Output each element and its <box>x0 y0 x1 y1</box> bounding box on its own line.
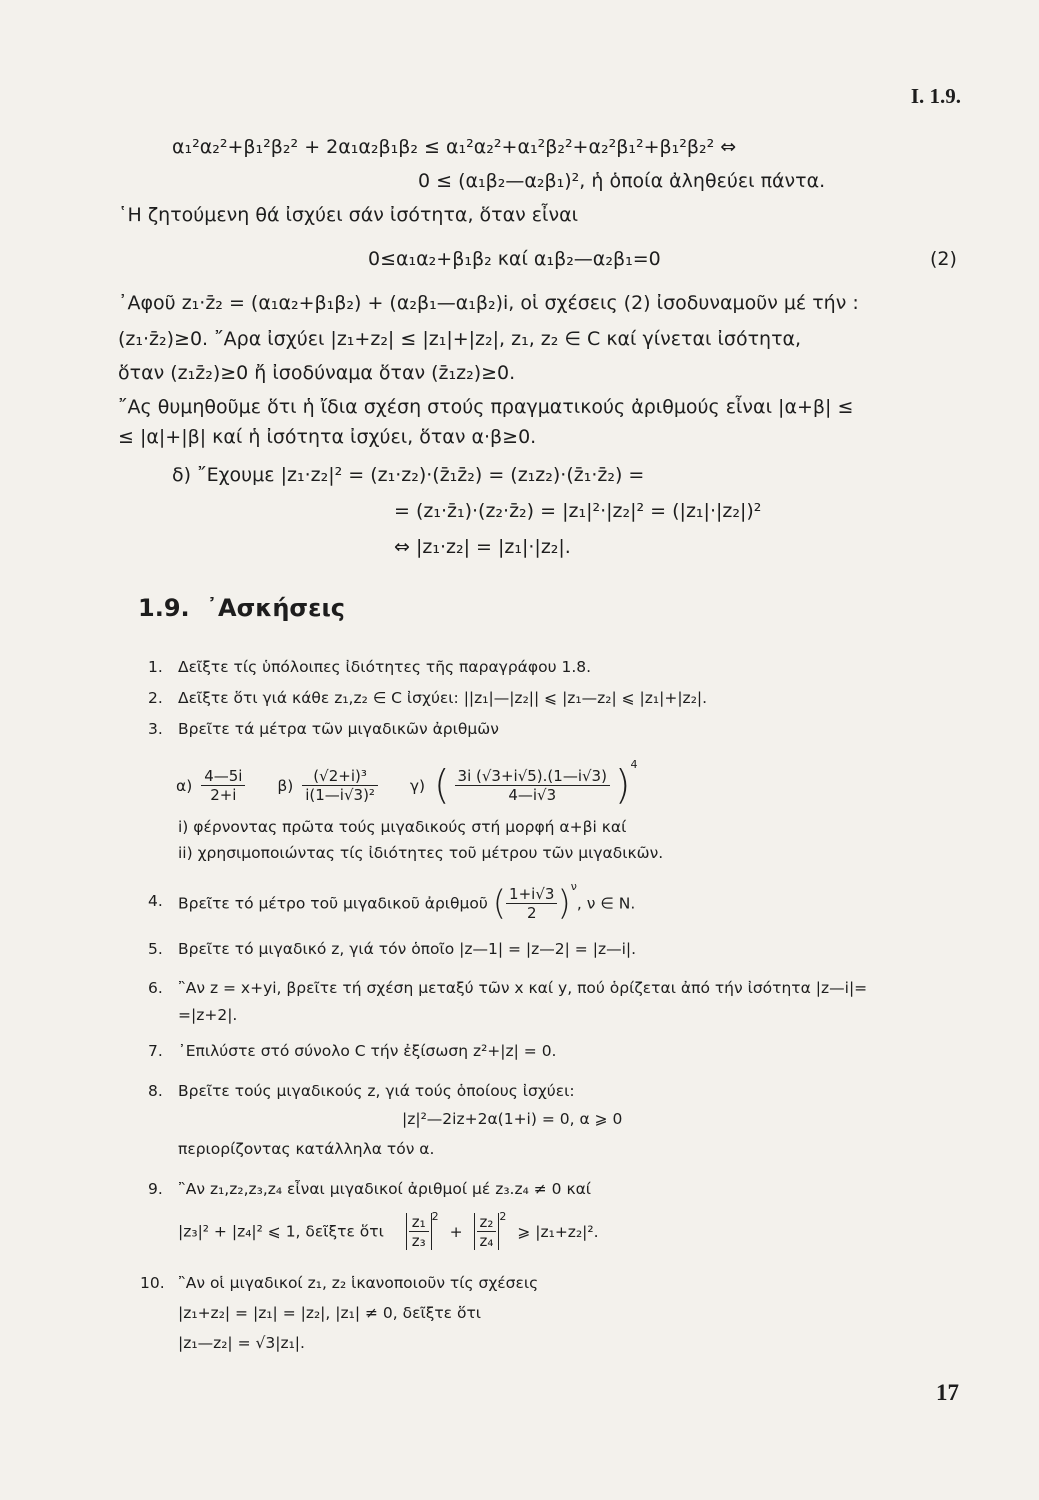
exercise-number: 2. <box>148 689 163 707</box>
exercise-text: ῍Αν οἱ μιγαδικοί z₁, z₂ ἱκανοποιοῦν τίς σχέσεις <box>178 1274 539 1292</box>
equation-line-12: ⇔ |z₁·z₂| = |z₁|·|z₂|. <box>394 536 571 558</box>
fraction-a-numerator: 4—5i <box>201 767 245 786</box>
exercise-number: 7. <box>148 1042 163 1060</box>
abs-fraction-1-numerator: z₁ <box>409 1213 429 1232</box>
equation-tag-2: (2) <box>930 248 957 270</box>
exercise-text: Δεῖξτε ὅτι γιά κάθε z₁,z₂ ∈ C ἰσχύει: ||z₁|—|z₂|| ⩽ |z₁—z₂| ⩽ |z₁|+|z₂|. <box>178 689 708 707</box>
equation-line-2: 0 ≤ (α₁β₂—α₂β₁)², ἡ ὁποία ἀληθεύει πάντα. <box>418 170 826 192</box>
exercise-number: 1. <box>148 658 163 676</box>
text-line-7: ὅταν (z₁z̄₂)≥0 ἤ ἰσοδύναμα ὅταν (z̄₁z₂)≥0. <box>118 362 516 384</box>
fraction-b-denominator: i(1—i√3)² <box>305 786 375 804</box>
exercise-8-equation: |z|²—2iz+2α(1+i) = 0, α ⩾ 0 <box>402 1110 623 1128</box>
abs-fraction-1-denominator: z₃ <box>411 1232 426 1250</box>
text-line-5: ᾿Αφοῦ z₁·z̄₂ = (α₁α₂+β₁β₂) + (α₂β₁—α₁β₂)i, οἱ σχέσεις (2) ἰσοδυναμοῦν μέ τήν : <box>118 292 859 314</box>
abs-fraction-2 <box>474 1213 500 1250</box>
exercise-number: 6. <box>148 979 163 997</box>
abs-fraction-2-denominator: z₄ <box>479 1232 494 1250</box>
abs-fraction-1 <box>406 1213 432 1250</box>
plus-sign: + <box>449 1222 463 1241</box>
exercise-text: Βρεῖτε τά μέτρα τῶν μιγαδικῶν ἀριθμῶν <box>178 720 499 738</box>
page-number: 17 <box>936 1380 959 1405</box>
item-a-label: α) <box>176 776 193 795</box>
exercise-4 <box>0 876 1039 924</box>
equation-line-10: δ) ῎Εχουμε |z₁·z₂|² = (z₁·z₂)·(z̄₁z̄₂) = (z₁z₂)·(z̄₁·z̄₂) = <box>172 464 645 486</box>
header-reference: I. 1.9. <box>910 84 961 108</box>
text-line-8: ῎Ας θυμηθοῦμε ὅτι ἡ ἴδια σχέση στούς πραγματικούς ἀριθμούς εἶναι |α+β| ≤ <box>118 396 854 418</box>
exercise-text: Βρεῖτε τούς μιγαδικούς z, γιά τούς ὁποίους ἰσχύει: <box>178 1082 575 1100</box>
fraction-4-exponent: ν <box>570 880 577 893</box>
fraction-c <box>455 767 610 804</box>
section-title: ᾿Ασκήσεις <box>206 594 346 622</box>
fraction-b <box>302 767 378 804</box>
fraction-4-denominator: 2 <box>526 904 537 922</box>
exercise-text: Δεῖξτε τίς ὑπόλοιπες ἰδιότητες τῆς παραγράφου 1.8. <box>178 658 592 676</box>
abs-fraction-2-numerator: z₂ <box>477 1213 497 1232</box>
exercise-number: 9. <box>148 1180 163 1198</box>
section-number: 1.9. <box>138 594 190 622</box>
exercise-6-continuation: =|z+2|. <box>178 1006 238 1024</box>
exercise-text: Βρεῖτε τό μέτρο τοῦ μιγαδικοῦ ἀριθμοῦ <box>178 894 488 913</box>
text-line-6: (z₁·z̄₂)≥0. ῎Αρα ἰσχύει |z₁+z₂| ≤ |z₁|+|z₂|, z₁, z₂ ∈ C καί γίνεται ἰσότητα, <box>118 328 802 350</box>
fraction-a <box>201 767 245 804</box>
text-line-3: ῾Η ζητούμενη θά ἰσχύει σάν ἰσότητα, ὅταν εἶναι <box>118 204 579 226</box>
exercise-4-tail: , ν ∈ N. <box>576 894 636 913</box>
exercise-10-conclusion: |z₁—z₂| = √3|z₁|. <box>178 1334 305 1352</box>
exercise-text: ῍Αν z₁,z₂,z₃,z₄ εἶναι μιγαδικοί ἀριθμοί μέ z₃.z₄ ≠ 0 καί <box>178 1180 592 1198</box>
exercise-text: Βρεῖτε τό μιγαδικό z, γιά τόν ὁποῖο |z—1| = |z—2| = |z—i|. <box>178 940 637 958</box>
item-b-label: β) <box>277 776 294 795</box>
item-c-label: γ) <box>409 776 426 795</box>
fraction-a-denominator: 2+i <box>210 786 237 804</box>
abs-fraction-1-exponent: 2 <box>431 1210 439 1223</box>
exercise-3-method-ii: ii) χρησιμοποιώντας τίς ἰδιότητες τοῦ μέτρου τῶν μιγαδικῶν. <box>178 844 664 862</box>
equation-line-1: α₁²α₂²+β₁²β₂² + 2α₁α₂β₁β₂ ≤ α₁²α₂²+α₁²β₂²+α₂²β₁²+β₁²β₂² ⇔ <box>172 136 737 158</box>
fraction-b-numerator: (√2+i)³ <box>302 767 378 786</box>
exercise-4-body: Βρεῖτε τό μέτρο τοῦ μιγαδικοῦ ἀριθμοῦ ( $\frac{1+i√3}{2}$ )$^\nu$, ν ∈ N. <box>178 880 636 924</box>
abs-fraction-2-exponent: 2 <box>499 1210 507 1223</box>
fraction-4 <box>506 885 557 922</box>
fraction-c-exponent: 4 <box>630 758 638 771</box>
exercise-number: 5. <box>148 940 163 958</box>
exercise-number: 4. <box>148 892 163 910</box>
exercise-9-inequality <box>178 1206 599 1250</box>
fraction-c-denominator: 4—i√3 <box>508 786 557 804</box>
equation-line-11: = (z₁·z̄₁)·(z₂·z̄₂) = |z₁|²·|z₂|² = (|z₁|·|z₂|)² <box>394 500 762 522</box>
exercise-number: 8. <box>148 1082 163 1100</box>
exercise-10-conditions: |z₁+z₂| = |z₁| = |z₂|, |z₁| ≠ 0, δεῖξτε ὅτι <box>178 1304 482 1322</box>
exercise-number: 10. <box>140 1274 165 1292</box>
fraction-4-numerator: 1+i√3 <box>506 885 557 904</box>
exercise-9-rhs: ⩾ |z₁+z₂|². <box>517 1222 599 1241</box>
exercise-text: ῍Αν z = x+yi, βρεῖτε τή σχέση μεταξύ τῶν x καί y, πού ὁρίζεται ἀπό τήν ἰσότητα |z—i|= <box>178 979 868 997</box>
exercise-3-method-i: i) φέρνοντας πρῶτα τούς μιγαδικούς στή μορφή α+βi καί <box>178 818 627 836</box>
exercise-text: ᾿Επιλύστε στό σύνολο C τήν ἐξίσωση z²+|z| = 0. <box>178 1042 557 1060</box>
exercise-3-items: α) $\frac{4—5i}{2+i}$ β) $\frac{\text{(√2+i)³}}{\text{i(1—i√3)²}}$ γ) ( $\frac{3i (√3+i√5).(1—i√3)}{4—i√3}$ )$^4$ <box>176 758 638 809</box>
exercise-8-continuation: περιορίζοντας κατάλληλα τόν α. <box>178 1140 435 1158</box>
exercise-number: 3. <box>148 720 163 738</box>
exercise-9-lhs: |z₃|² + |z₄|² ⩽ 1, δεῖξτε ὅτι <box>178 1222 384 1241</box>
text-line-9: ≤ |α|+|β| καί ἡ ἰσότητα ἰσχύει, ὅταν α·β≥0. <box>118 426 537 448</box>
equation-line-4: 0≤α₁α₂+β₁β₂ καί α₁β₂—α₂β₁=0 <box>368 248 661 270</box>
section-heading <box>138 594 345 622</box>
fraction-c-numerator: 3i (√3+i√5).(1—i√3) <box>455 767 610 786</box>
